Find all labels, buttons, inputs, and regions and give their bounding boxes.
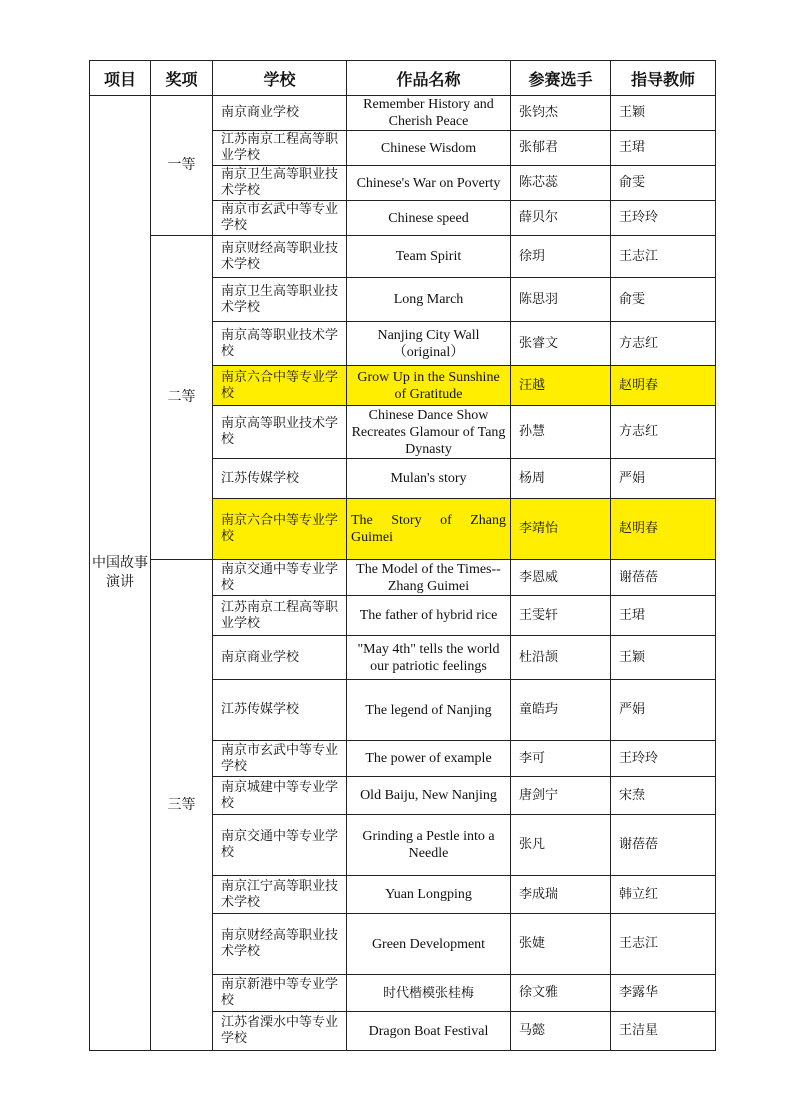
- student-cell: 童皓玙: [511, 680, 611, 741]
- school-cell: 南京卫生高等职业技术学校: [213, 278, 347, 322]
- student-cell: 张婕: [511, 914, 611, 975]
- work-cell: Grinding a Pestle into a Needle: [347, 815, 511, 876]
- school-cell: 江苏省溧水中等专业学校: [213, 1012, 347, 1051]
- student-cell: 薛贝尔: [511, 201, 611, 236]
- teacher-cell: 宋焘: [611, 777, 716, 815]
- table-row: [90, 560, 716, 596]
- work-cell: Team Spirit: [347, 236, 511, 278]
- teacher-cell: 谢蓓蓓: [611, 815, 716, 876]
- school-cell: 南京交通中等专业学校: [213, 560, 347, 596]
- teacher-cell: 李露华: [611, 975, 716, 1012]
- school-cell: 南京高等职业技术学校: [213, 406, 347, 459]
- school-cell: 南京商业学校: [213, 636, 347, 680]
- school-cell: 南京市玄武中等专业学校: [213, 741, 347, 777]
- school-cell: 江苏南京工程高等职业学校: [213, 131, 347, 166]
- student-cell: 杨周: [511, 459, 611, 499]
- header-school: 学校: [213, 61, 347, 96]
- school-cell: 南京六合中等专业学校: [213, 499, 347, 560]
- work-cell: 时代楷模张桂梅: [347, 975, 511, 1012]
- work-cell: The power of example: [347, 741, 511, 777]
- work-cell: Dragon Boat Festival: [347, 1012, 511, 1051]
- teacher-cell: 王玲玲: [611, 201, 716, 236]
- header-project: 项目: [90, 61, 151, 96]
- student-cell: 徐玥: [511, 236, 611, 278]
- work-cell: Mulan's story: [347, 459, 511, 499]
- school-cell: 南京财经高等职业技术学校: [213, 236, 347, 278]
- work-cell: Old Baiju, New Nanjing: [347, 777, 511, 815]
- school-cell: 南京高等职业技术学校: [213, 322, 347, 366]
- header-award: 奖项: [151, 61, 213, 96]
- award-results-page: [89, 60, 716, 1051]
- student-cell: 唐剑宁: [511, 777, 611, 815]
- award-cell-first: 一等: [151, 96, 213, 236]
- school-cell: 江苏南京工程高等职业学校: [213, 596, 347, 636]
- school-cell: 南京江宁高等职业技术学校: [213, 876, 347, 914]
- work-cell: The legend of Nanjing: [347, 680, 511, 741]
- work-cell: Chinese speed: [347, 201, 511, 236]
- header-teacher: 指导教师: [611, 61, 716, 96]
- table-row: [90, 236, 716, 278]
- teacher-cell: 俞雯: [611, 278, 716, 322]
- student-cell: 王雯轩: [511, 596, 611, 636]
- school-cell: 南京卫生高等职业技术学校: [213, 166, 347, 201]
- award-results-table: [89, 60, 716, 1051]
- work-cell: Chinese Wisdom: [347, 131, 511, 166]
- student-cell: 李恩威: [511, 560, 611, 596]
- teacher-cell: 王珺: [611, 131, 716, 166]
- student-cell: 马懿: [511, 1012, 611, 1051]
- school-cell: 南京市玄武中等专业学校: [213, 201, 347, 236]
- teacher-cell: 赵明春: [611, 499, 716, 560]
- school-cell: 南京财经高等职业技术学校: [213, 914, 347, 975]
- award-cell-third: 三等: [151, 560, 213, 1051]
- teacher-cell: 严娟: [611, 459, 716, 499]
- school-cell: 南京城建中等专业学校: [213, 777, 347, 815]
- teacher-cell: 王志江: [611, 236, 716, 278]
- work-cell: The Story of Zhang Guimei: [347, 499, 511, 560]
- student-cell: 孙慧: [511, 406, 611, 459]
- teacher-cell: 方志红: [611, 406, 716, 459]
- project-cell: 中国故事演讲: [90, 96, 151, 1051]
- teacher-cell: 俞雯: [611, 166, 716, 201]
- work-cell: Chinese's War on Poverty: [347, 166, 511, 201]
- award-cell-second: 二等: [151, 236, 213, 560]
- work-cell: Nanjing City Wall （original）: [347, 322, 511, 366]
- teacher-cell: 王玲玲: [611, 741, 716, 777]
- work-cell: Green Development: [347, 914, 511, 975]
- header-work: 作品名称: [347, 61, 511, 96]
- teacher-cell: 韩立红: [611, 876, 716, 914]
- table-header-row: [90, 61, 716, 96]
- teacher-cell: 赵明春: [611, 366, 716, 406]
- teacher-cell: 王洁星: [611, 1012, 716, 1051]
- student-cell: 张郁君: [511, 131, 611, 166]
- student-cell: 徐文雅: [511, 975, 611, 1012]
- header-student: 参赛选手: [511, 61, 611, 96]
- work-cell: Long March: [347, 278, 511, 322]
- school-cell: 南京交通中等专业学校: [213, 815, 347, 876]
- student-cell: 张钧杰: [511, 96, 611, 131]
- student-cell: 张凡: [511, 815, 611, 876]
- work-cell: "May 4th" tells the world our patriotic feelings: [347, 636, 511, 680]
- school-cell: 南京商业学校: [213, 96, 347, 131]
- school-cell: 江苏传媒学校: [213, 459, 347, 499]
- student-cell: 陈芯蕊: [511, 166, 611, 201]
- student-cell: 李成瑞: [511, 876, 611, 914]
- teacher-cell: 王颖: [611, 96, 716, 131]
- teacher-cell: 谢蓓蓓: [611, 560, 716, 596]
- student-cell: 张睿文: [511, 322, 611, 366]
- school-cell: 南京新港中等专业学校: [213, 975, 347, 1012]
- table-row: [90, 96, 716, 131]
- work-cell: The Model of the Times--Zhang Guimei: [347, 560, 511, 596]
- student-cell: 陈思羽: [511, 278, 611, 322]
- teacher-cell: 王志江: [611, 914, 716, 975]
- work-cell: The father of hybrid rice: [347, 596, 511, 636]
- school-cell: 江苏传媒学校: [213, 680, 347, 741]
- student-cell: 李靖怡: [511, 499, 611, 560]
- student-cell: 汪越: [511, 366, 611, 406]
- teacher-cell: 王颖: [611, 636, 716, 680]
- teacher-cell: 王珺: [611, 596, 716, 636]
- teacher-cell: 方志红: [611, 322, 716, 366]
- work-cell: Grow Up in the Sunshine of Gratitude: [347, 366, 511, 406]
- school-cell: 南京六合中等专业学校: [213, 366, 347, 406]
- work-cell: Remember History and Cherish Peace: [347, 96, 511, 131]
- student-cell: 杜沿颉: [511, 636, 611, 680]
- teacher-cell: 严娟: [611, 680, 716, 741]
- work-cell: Yuan Longping: [347, 876, 511, 914]
- work-cell: Chinese Dance Show Recreates Glamour of Tang Dynasty: [347, 406, 511, 459]
- student-cell: 李可: [511, 741, 611, 777]
